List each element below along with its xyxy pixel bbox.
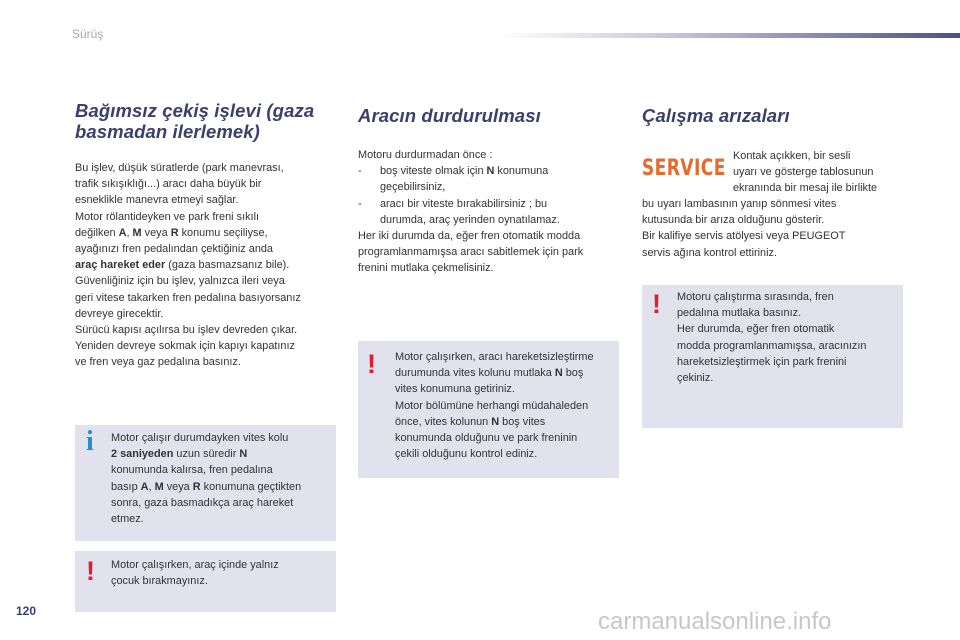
text-fragment: boş viteste olmak için [380, 165, 487, 178]
text-line: servis ağına kontrol ettiriniz. [642, 246, 777, 259]
text-line: Kontak açıkken, bir sesli [733, 150, 851, 162]
info-box-neutral [75, 425, 336, 541]
text-line: geçebilirsiniz, [380, 181, 446, 194]
warning-box-text [111, 557, 333, 589]
text-line: konumunda kalırsa, fren pedalına [111, 464, 273, 477]
text-line [395, 365, 619, 381]
independent-drive-body [75, 160, 337, 371]
list-item [358, 163, 620, 195]
text-fragment: veya [163, 480, 193, 493]
warning-box-immobilise [358, 341, 619, 478]
text-line: Motoru çalıştırma sırasında, fren [677, 291, 834, 303]
heading-malfunctions: Çalışma arızaları [642, 105, 790, 126]
text-fragment: veya [141, 226, 171, 239]
warning-box-child [75, 551, 336, 612]
page-number: 120 [16, 604, 37, 618]
gear-a: A [118, 226, 127, 239]
text-fragment: uzun süredir [173, 448, 240, 461]
text-fragment: , [126, 226, 133, 239]
info-icon: i [86, 426, 94, 457]
text-line: pedalına mutlaka basınız. [677, 307, 802, 320]
text-line: esneklikle manevra etmeyi sağlar. [75, 194, 239, 207]
list-item [358, 196, 620, 228]
info-box-text [111, 430, 333, 527]
dash-bullet: - [358, 165, 362, 178]
text-line: çekili olduğunu kontrol ediniz. [395, 448, 538, 461]
text-fragment: konumuna [494, 165, 549, 178]
text-line: Sürücü kapısı açılırsa bu işlev devreden çıkar. [75, 324, 298, 337]
text-fragment: (gaza basmazsanız bile). [165, 259, 290, 272]
text-line: Her iki durumda da, eğer fren otomatik modda [358, 230, 581, 243]
column-stopping [358, 100, 623, 275]
gear-line [75, 225, 337, 241]
text-fragment: boş vites [499, 415, 546, 428]
text-line: sonra, gaza basmadıkça araç hareket [111, 496, 294, 509]
text-line: geri vitese takarken fren pedalına basıyorsanız [75, 291, 301, 304]
service-label: SERVICE [642, 155, 727, 181]
text-line: Bu işlev, düşük süratlerde (park manevrası, [75, 162, 284, 174]
text-line: Bir kalifiye servis atölyesi veya PEUGEOT [642, 230, 846, 243]
text-fragment: konumu seçiliyse, [178, 226, 268, 239]
text-line: Motor çalışırken, araç içinde yalnız [111, 559, 279, 571]
text-line: Motoru durdurmadan önce : [358, 149, 493, 161]
stopping-body [358, 147, 620, 277]
text-line: Her durumda, eğer fren otomatik [677, 323, 835, 336]
text-line: frenini mutlaka çekmelisiniz. [358, 262, 494, 275]
text-line: konumunda olduğunu ve park freninin [395, 432, 578, 445]
warning-icon: ! [652, 289, 661, 319]
text-line: Güvenliğiniz için bu işlev, yalnızca ileri veya [75, 275, 285, 288]
warning-icon: ! [86, 556, 95, 586]
text-line [380, 163, 620, 179]
text-fragment: durumunda vites kolunu mutlaka [395, 367, 555, 380]
column-independent-drive [75, 100, 340, 369]
text-fragment: boş [562, 367, 584, 380]
text-line [111, 446, 333, 462]
text-line: programlanmamışsa aracı sabitlemek için park [358, 246, 584, 259]
text-line: bu uyarı lambasının yanıp sönmesi vites [642, 198, 837, 210]
gear-a: A [140, 480, 149, 493]
service-intro-text [733, 148, 908, 197]
text-fragment: konumuna geçtikten [200, 480, 302, 493]
text-line: Yeniden devreye sokmak için kapıyı kapatınız [75, 340, 295, 353]
text-line: Motor çalışır durumdayken vites kolu [111, 432, 289, 444]
gear-m: M [154, 480, 164, 493]
heading-stopping: Aracın durdurulması [358, 105, 541, 126]
warning-box-text [677, 289, 901, 386]
text-line: çekiniz. [677, 372, 714, 385]
text-line: ekranında bir mesaj ile birlikte [733, 182, 878, 195]
text-line [111, 479, 333, 495]
gear-n: N [554, 367, 563, 380]
bold-phrase: araç hareket eder [75, 259, 166, 272]
text-line: modda programlanmamışsa, aracınızın [677, 339, 867, 352]
heading-independent-drive [75, 100, 340, 142]
text-line: trafik sıkışıklığı...) aracı daha büyük bir [75, 178, 262, 191]
heading-line-2: basmadan ilerlemek) [75, 121, 260, 142]
text-fragment: basıp [111, 480, 141, 493]
text-line: devreye girecektir. [75, 307, 164, 320]
service-body-text [642, 196, 908, 261]
text-line: etmez. [111, 513, 144, 526]
text-line: aracı bir viteste bırakabilirsiniz ; bu [380, 197, 548, 210]
text-line: ve fren veya gaz pedalına basınız. [75, 356, 241, 369]
warning-box-text [395, 349, 619, 462]
column-malfunctions [642, 100, 907, 259]
text-line: ayağınızı fren pedalından çektiğiniz anda [75, 243, 273, 256]
service-warning-lamp-icon [642, 152, 726, 184]
watermark: carmanualsonline.info [598, 608, 832, 635]
heading-line-1: Bağımsız çekiş işlevi (gaza [75, 100, 315, 121]
section-label: Sürüş [72, 27, 104, 41]
warning-icon: ! [367, 349, 376, 379]
header-gradient-bar [500, 33, 960, 38]
text-fragment: değilken [75, 226, 119, 239]
text-line: Motor çalışırken, aracı hareketsizleştirme [395, 351, 594, 363]
text-line: çocuk bırakmayınız. [111, 575, 208, 588]
gear-m: M [132, 226, 142, 239]
gear-r: R [170, 226, 179, 239]
bold-phrase: 2 saniyeden [111, 448, 174, 461]
text-line: Motor rölantideyken ve park freni sıkılı [75, 210, 260, 223]
text-fragment: önce, vites kolunun [395, 415, 492, 428]
gear-r: R [192, 480, 201, 493]
warning-box-start [642, 285, 903, 428]
dash-bullet: - [358, 197, 362, 210]
gear-n: N [239, 448, 248, 461]
text-fragment: , [148, 480, 155, 493]
text-line [395, 414, 619, 430]
text-line: Motor bölümüne herhangi müdahaleden [395, 399, 589, 412]
text-line: hareketsizleştirmek için park frenini [677, 355, 847, 368]
gear-n: N [491, 415, 500, 428]
text-line: uyarı ve gösterge tablosunun [733, 166, 874, 179]
gear-n: N [486, 165, 495, 178]
text-line: durumda, araç yerinden oynatılamaz. [380, 213, 560, 226]
bold-line [75, 257, 337, 273]
text-line: vites konumuna getiriniz. [395, 383, 515, 396]
text-line: kutusunda bir arıza olduğunu gösterir. [642, 214, 825, 227]
